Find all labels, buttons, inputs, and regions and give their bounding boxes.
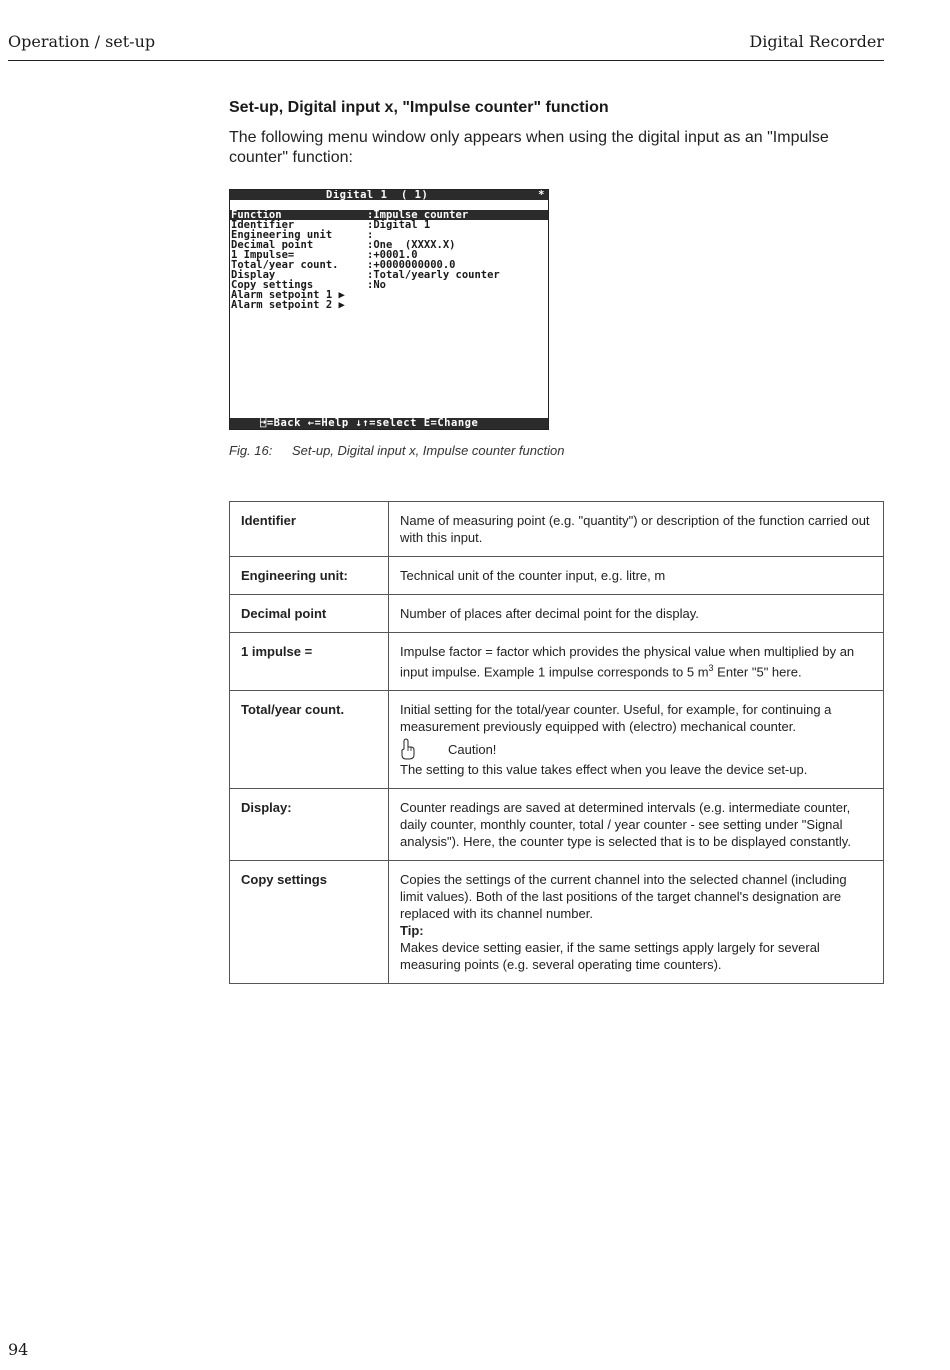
screen-star-indicator: * — [538, 189, 545, 201]
screen-row-key: 1 Impulse= — [231, 249, 295, 261]
param-description: Counter readings are saved at determined intervals (e.g. intermediate counter, daily counter, monthly counter, total / year counter - see setting under "Signal analysis"). Here, the counter type is selected that is to be displayed constantly. — [389, 789, 884, 861]
screen-row-key: Function — [231, 209, 282, 221]
table-row — [230, 502, 884, 557]
table-row — [230, 861, 884, 984]
screen-row-value: :+0000000000.0 — [367, 259, 456, 271]
cubic-superscript: 3 — [708, 663, 714, 673]
screen-row-key: Engineering unit — [231, 229, 333, 241]
screen-row-value: :Digital 1 — [367, 219, 431, 231]
screen-row-key: Alarm setpoint 2 ▶ — [231, 299, 345, 311]
total-description: Initial setting for the total/year counter. Useful, for example, for continuing a measurement previously equipped with (electro) mechanical counter. — [400, 702, 832, 735]
param-description: Technical unit of the counter input, e.g. litre, m — [389, 557, 884, 595]
tip-text: Makes device setting easier, if the same settings apply largely for several measuring points (e.g. several operating time counters). — [400, 940, 820, 973]
figure-caption-text: Set-up, Digital input x, Impulse counter function — [292, 443, 565, 458]
screen-row-value: :Total/yearly counter — [367, 269, 500, 281]
param-description — [389, 691, 884, 789]
caution-text: The setting to this value takes effect when you leave the device set-up. — [400, 762, 808, 778]
param-description — [389, 633, 884, 691]
table-row — [230, 691, 884, 789]
header-product: Digital Recorder — [749, 32, 884, 51]
screen-key-legend — [230, 418, 548, 429]
screen-row-key: Display — [231, 269, 276, 281]
screen-row-value: :Impulse counter — [367, 209, 469, 221]
section-title: Set-up, Digital input x, "Impulse counter" function — [229, 99, 609, 116]
table-row — [230, 633, 884, 691]
device-screen-figure — [229, 189, 549, 430]
screen-row-alarm-2 — [230, 300, 548, 310]
param-description: Number of places after decimal point for the display. — [389, 595, 884, 633]
screen-row-key: Identifier — [231, 219, 295, 231]
param-description: Name of measuring point (e.g. "quantity") or description of the function carried out with this input. — [389, 502, 884, 557]
parameter-table — [229, 501, 884, 984]
screen-title-bar — [230, 190, 548, 200]
param-name: Engineering unit: — [230, 557, 389, 595]
table-row — [230, 789, 884, 861]
param-name: Decimal point — [230, 595, 389, 633]
screen-key-legend-text: ⍈=Back ←=Help ↓↑=select E=Change — [260, 417, 479, 429]
screen-row-key: Total/year count. — [231, 259, 339, 271]
figure-caption — [229, 443, 564, 458]
figure-number: Fig. 16: — [229, 443, 273, 458]
param-description — [389, 861, 884, 984]
screen-row-value: :+0001.0 — [367, 249, 418, 261]
param-name: Display: — [230, 789, 389, 861]
screen-row-key: Decimal point — [231, 239, 314, 251]
impulse-desc-start: Impulse factor = factor which provides the physical value when multiplied by an input impulse. Example 1 impulse corresponds to 5 m — [400, 644, 855, 680]
table-row — [230, 595, 884, 633]
param-name: Copy settings — [230, 861, 389, 984]
table-row — [230, 557, 884, 595]
param-name: Identifier — [230, 502, 389, 557]
screen-title: Digital 1 ( 1) — [326, 189, 429, 201]
screen-row-value: :One (XXXX.X) — [367, 239, 456, 251]
param-name: 1 impulse = — [230, 633, 389, 691]
screen-menu — [230, 210, 548, 310]
tip-label: Tip: — [400, 923, 424, 939]
screen-row-value: : — [367, 229, 374, 241]
impulse-desc-end: Enter "5" here. — [713, 664, 802, 680]
page-header — [8, 30, 884, 61]
screen-row-key: Alarm setpoint 1 ▶ — [231, 289, 345, 301]
screen-row-key: Copy settings — [231, 279, 314, 291]
param-name: Total/year count. — [230, 691, 389, 789]
caution-label: Caution! — [448, 741, 497, 757]
pointing-hand-icon — [400, 738, 416, 760]
copy-description: Copies the settings of the current channel into the selected channel (including limit values). Both of the last positions of the target channel's designation are replaced with its channel number. — [400, 872, 847, 922]
caution-note — [400, 737, 872, 761]
page-number: 94 — [8, 1340, 29, 1359]
screen-row-value: :No — [367, 279, 386, 291]
intro-paragraph: The following menu window only appears when using the digital input as an "Impulse counter" function: — [229, 129, 829, 166]
header-section: Operation / set-up — [8, 32, 156, 51]
